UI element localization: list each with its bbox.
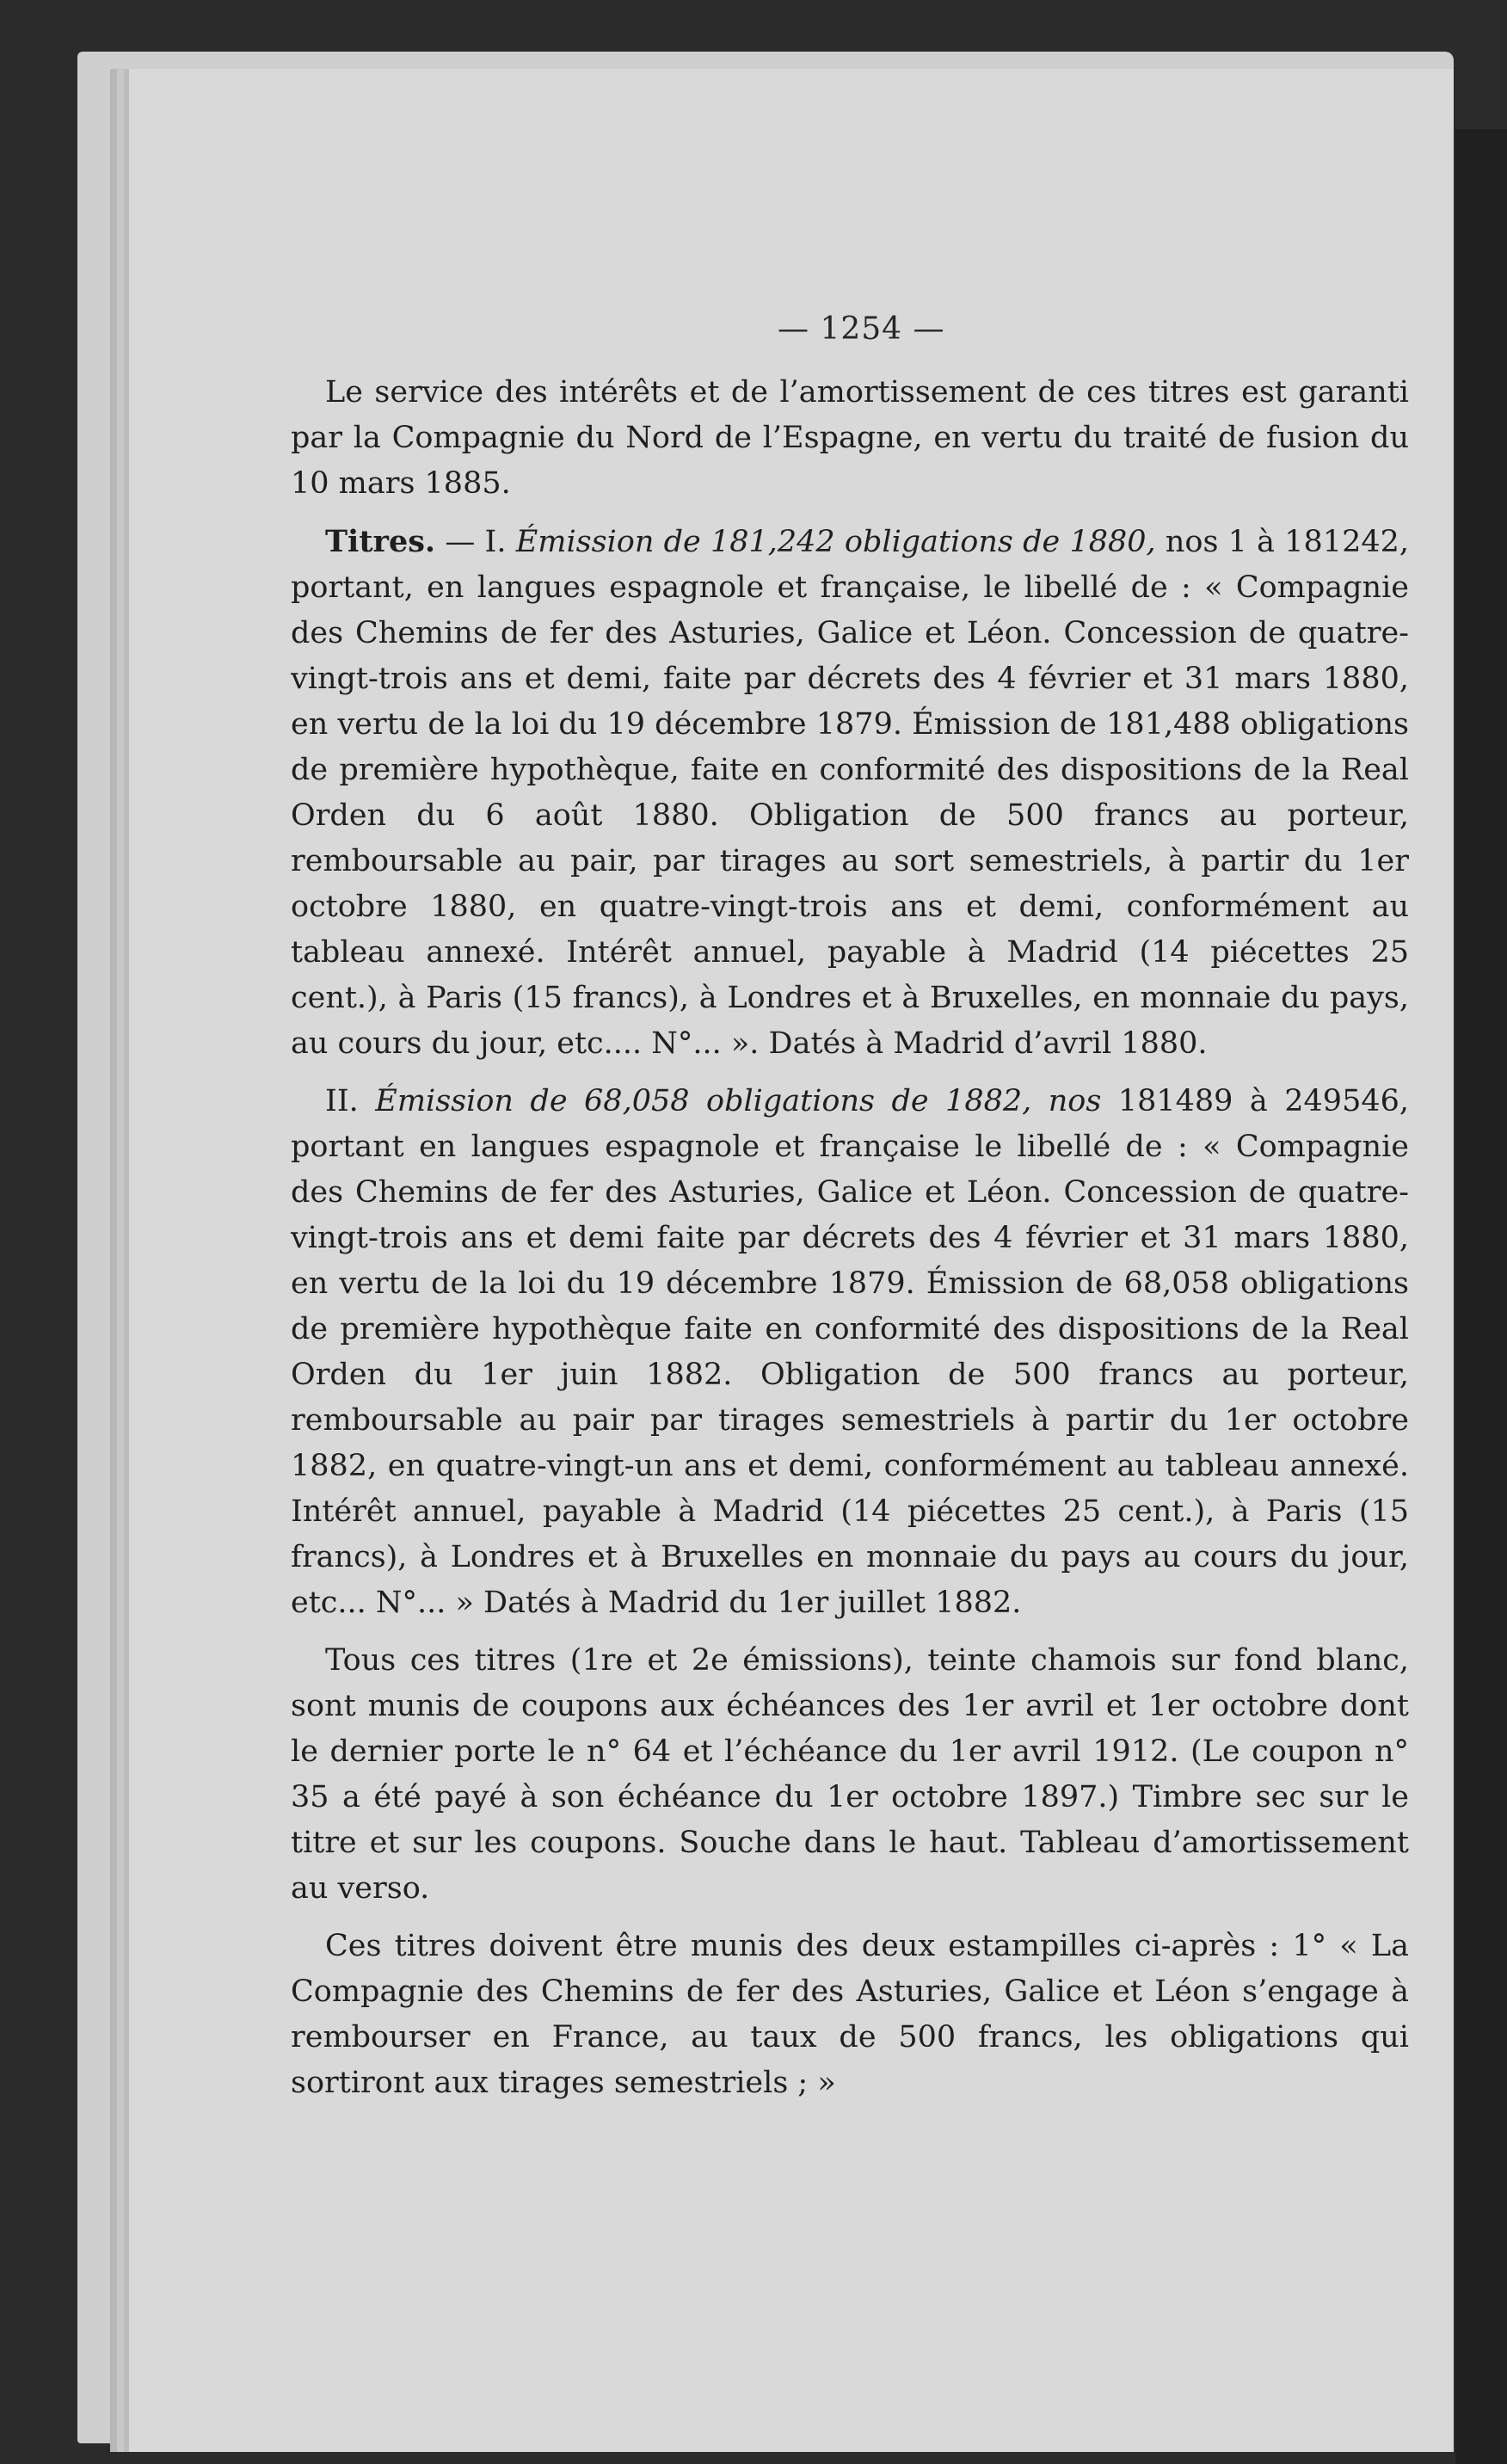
second-issue-text: 181489 à 249546, portant en langues espagnole et française le libellé de : « Compagnie des Chemins de fer des Asturies, Galice et Léon. Concession de quatre-vingt-trois ans et demi faite par décrets des 4 février et 31 mars 1880, en vertu de la loi du 19 décembre 1879. Émission de 68,058 obligations de première hypothèque faite en conformité des dispositions de la Real Orden du 1er juin 1882. Obligation de 500 francs au porteur, remboursable au pair par tirages semestriels à partir du 1er octobre 1882, en quatre-vingt-un ans et demi, conformément au tableau annexé. Intérêt annuel, payable à Madrid (14 piécettes 25 cent.), à Paris (15 francs), à Londres et à Bruxelles en monnaie du pays au cours du jour, etc... N°... » Datés à Madrid du 1er juillet 1882. [291, 1084, 1410, 1620]
page-number: — 1254 — [778, 311, 945, 347]
titres-intro: — I. [435, 525, 516, 559]
paragraph-stamps: Ces titres doivent être munis des deux estampilles ci-après : 1° « La Compagnie des Chemins de fer des Asturies, Galice et Léon s’engage à rembourser en France, au taux de 500 francs, les obligations qui sortiront aux tirages semestriels ; » [291, 1929, 1409, 2100]
paragraph-titres-first-issue [291, 519, 1409, 1067]
paragraph-guarantee: Le service des intérêts et de l’amortissement de ces titres est garanti par la Compagnie du Nord de l’Espagne, en vertu du traité de fusion du 10 mars 1885. [291, 375, 1409, 501]
paragraph-coupons: Tous ces titres (1re et 2e émissions), teinte chamois sur fond blanc, sont munis de coupons aux échéances des 1er avril et 1er octobre dont le dernier porte le n° 64 et l’échéance du 1er avril 1912. (Le coupon n° 35 a été payé à son échéance du 1er octobre 1897.) Timbre sec sur le titre et sur les coupons. Souche dans le haut. Tableau d’amortissement au verso. [291, 1643, 1409, 1906]
page-body [291, 370, 1409, 2118]
second-issue-title: Émission de 68,058 obligations de 1882, nos [375, 1084, 1102, 1118]
paragraph-second-issue [291, 1079, 1409, 1626]
first-issue-text: nos 1 à 181242, portant, en langues espagnole et française, le libellé de : « Compagnie des Chemins de fer des Asturies, Galice et Léon. Concession de quatre-vingt-trois ans et demi, faite par décrets des 4 février et 31 mars 1880, en vertu de la loi du 19 décembre 1879. Émission de 181,488 obligations de première hypothèque, faite en conformité des dispositions de la Real Orden du 6 août 1880. Obligation de 500 francs au porteur, remboursable au pair, par tirages au sort semestriels, à partir du 1er octobre 1880, en quatre-vingt-trois ans et demi, conformément au tableau annexé. Intérêt annuel, payable à Madrid (14 piécettes 25 cent.), à Paris (15 francs), à Londres et à Bruxelles, en monnaie du pays, au cours du jour, etc.... N°... ». Datés à Madrid d’avril 1880. [291, 525, 1409, 1061]
second-issue-intro: II. [325, 1084, 376, 1118]
titres-label: Titres. [325, 524, 436, 559]
first-issue-title: Émission de 181,242 obligations de 1880, [515, 525, 1156, 559]
book-gutter [1455, 129, 1507, 2464]
